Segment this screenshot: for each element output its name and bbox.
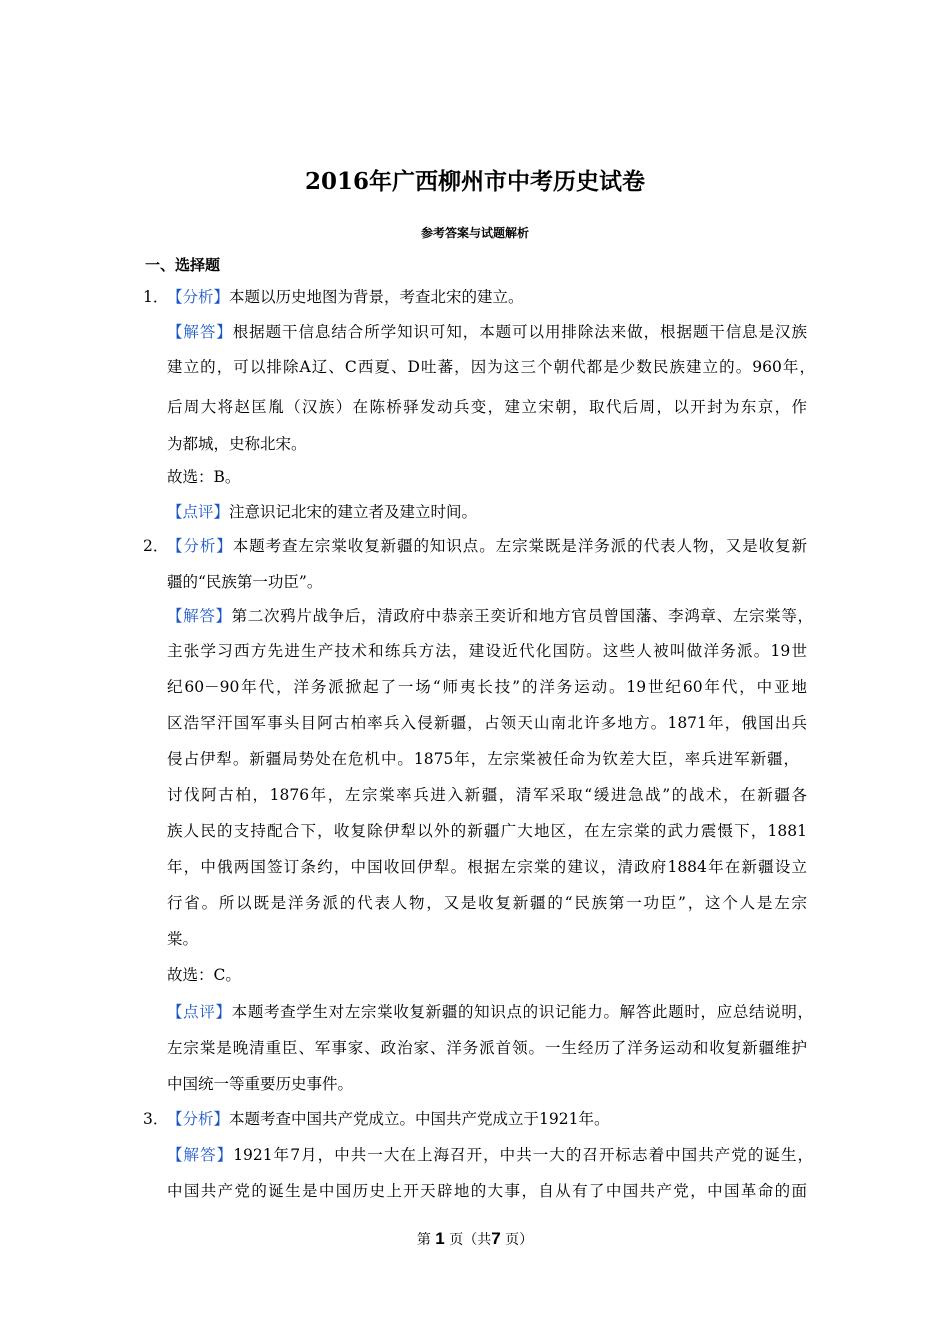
- answer-text: 根据题干信息结合所学知识可知，本题可以用排除法来做，根据题干信息是汉族: [232, 323, 807, 341]
- answer-line: [167, 321, 807, 343]
- answer-line: 中国共产党的诞生是中国历史上开天辟地的大事，自从有了中国共产党，中国革命的面: [167, 1182, 807, 1200]
- page-subtitle: 参考答案与试题解析: [420, 226, 529, 240]
- answer-line: 年，中俄两国签订条约，中国收回伊犁。根据左宗棠的建议，清政府1884年在新疆设立: [167, 858, 807, 876]
- page-total: 7: [491, 1229, 501, 1248]
- analysis-line: [167, 286, 524, 308]
- question-number: 1．: [143, 288, 169, 306]
- question-number: 2．: [143, 537, 169, 555]
- answer-line: 纪60－90年代，洋务派掀起了一场“师夷长技”的洋务运动。19世纪60年代，中亚地: [167, 678, 807, 696]
- section-heading: 一、选择题: [145, 256, 221, 274]
- page-footer: [0, 1228, 950, 1251]
- analysis-tag: 【分析】: [167, 1110, 230, 1128]
- comment-text: 注意识记北宋的建立者及建立时间。: [229, 503, 478, 521]
- choice-line: 故选：C。: [167, 966, 241, 984]
- comment-text: 本题考查学生对左宗棠收复新疆的知识点的识记能力。解答此题时，应总结说明，: [231, 1003, 813, 1021]
- comment-tag: 【点评】: [167, 1003, 232, 1021]
- comment-tag: 【点评】: [167, 503, 230, 521]
- answer-line: 区浩罕汗国军事头目阿古柏率兵入侵新疆，占领天山南北许多地方。1871年，俄国出兵: [167, 714, 807, 732]
- analysis-tag: 【分析】: [167, 537, 233, 555]
- answer-line: 棠。: [167, 930, 199, 948]
- analysis-text: 本题考查左宗棠收复新疆的知识点。左宗棠既是洋务派的代表人物，又是收复新: [232, 537, 807, 555]
- analysis-line: [167, 535, 807, 557]
- answer-line: 后周大将赵匡胤（汉族）在陈桥驿发动兵变，建立宋朝，取代后周，以开封为东京，作: [167, 398, 807, 416]
- analysis-line: [167, 1108, 609, 1130]
- answer-tag: 【解答】: [167, 323, 233, 341]
- answer-line: [167, 605, 813, 627]
- analysis-text: 本题以历史地图为背景，考查北宋的建立。: [229, 288, 524, 306]
- answer-line: [167, 1144, 813, 1166]
- answer-line: 侵占伊犁。新疆局势处在危机中。1875年，左宗棠被任命为钦差大臣，率兵进军新疆，: [167, 750, 799, 768]
- footer-prefix: 第: [416, 1232, 431, 1248]
- answer-line: 建立的，可以排除A辽、C西夏、D吐蕃，因为这三个朝代都是少数民族建立的。960年，: [167, 358, 815, 376]
- answer-tag: 【解答】: [167, 1146, 234, 1164]
- analysis-line: 疆的“民族第一功臣”。: [167, 573, 323, 591]
- analysis-tag: 【分析】: [167, 288, 230, 306]
- page-title: 2016年广西柳州市中考历史试卷: [304, 168, 645, 195]
- comment-line: [167, 1001, 813, 1023]
- comment-line: [167, 501, 477, 523]
- answer-text: 第二次鸦片战争后，清政府中恭亲王奕䜣和地方官员曾国藩、李鸿章、左宗棠等，: [231, 607, 813, 625]
- footer-middle: 页（共: [449, 1232, 492, 1248]
- answer-line: 族人民的支持配合下，收复除伊犁以外的新疆广大地区，在左宗棠的武力震慑下，1881: [167, 822, 807, 840]
- answer-tag: 【解答】: [167, 607, 232, 625]
- answer-line: 主张学习西方先进生产技术和练兵方法，建设近代化国防。这些人被叫做洋务派。19世: [167, 642, 807, 660]
- answer-line: 为都城，史称北宋。: [167, 435, 307, 453]
- question-number: 3．: [143, 1110, 169, 1128]
- analysis-text: 本题考查中国共产党成立。中国共产党成立于1921年。: [229, 1110, 610, 1128]
- comment-line: 左宗棠是晚清重臣、军事家、政治家、洋务派首领。一生经历了洋务运动和收复新疆维护: [167, 1039, 807, 1057]
- footer-suffix: 页）: [505, 1232, 534, 1248]
- answer-text: 1921年7月，中共一大在上海召开，中共一大的召开标志着中国共产党的诞生，: [233, 1146, 813, 1164]
- page-number: 1: [435, 1229, 445, 1248]
- answer-line: 行省。所以既是洋务派的代表人物，又是收复新疆的“民族第一功臣”，这个人是左宗: [167, 894, 807, 912]
- comment-line: 中国统一等重要历史事件。: [167, 1075, 354, 1093]
- answer-line: 讨伐阿古柏，1876年，左宗棠率兵进入新疆，清军采取“缓进急战”的战术，在新疆各: [167, 786, 807, 804]
- choice-line: 故选：B。: [167, 468, 241, 486]
